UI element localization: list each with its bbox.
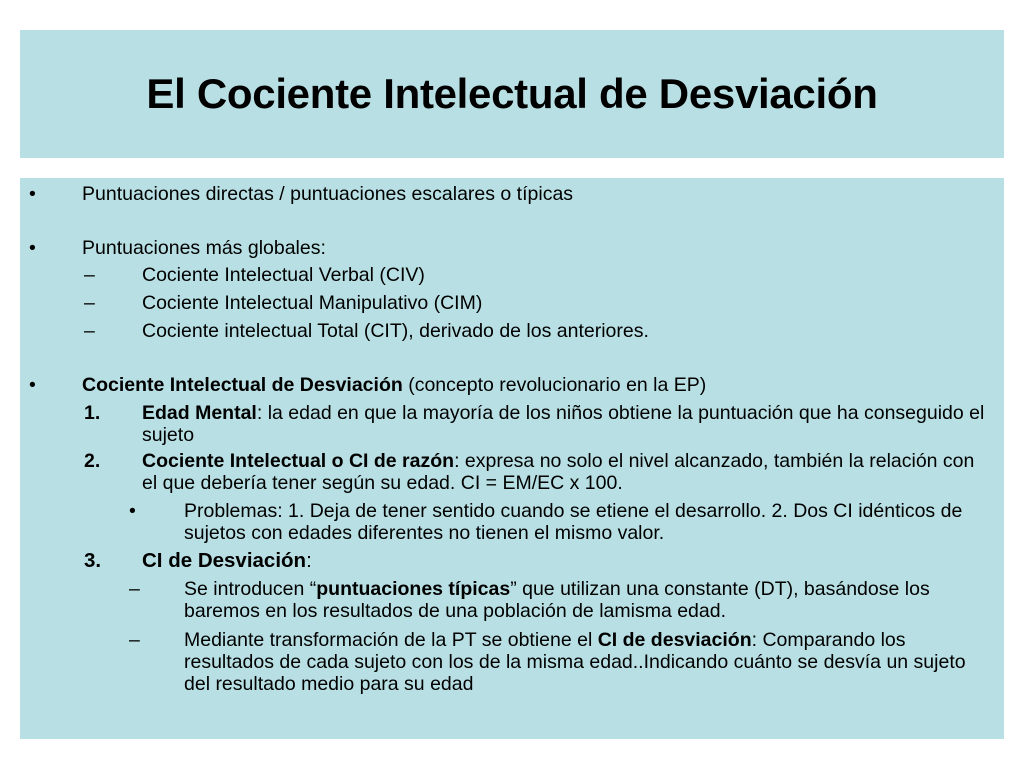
bullet-text-3 [82, 374, 982, 396]
number-marker: 1. [84, 402, 101, 424]
bullet-marker: • [29, 237, 36, 259]
bold-term: Edad Mental [142, 402, 257, 424]
dash-marker: – [84, 320, 95, 342]
bullet-marker: • [129, 500, 136, 522]
sub-item-cit: Cociente intelectual Total (CIT), derivado de los anteriores. [142, 320, 649, 342]
dash-marker: – [84, 264, 95, 286]
bullet-marker: • [29, 374, 36, 396]
slide-title: El Cociente Intelectual de Desviación [146, 70, 878, 117]
numbered-item-ci-razon: Cociente Intelectual o CI de razón: expresa no solo el nivel alcanzado, también la relación con el que debería tener según su edad. CI = EM/EC x 100. [142, 450, 975, 494]
bold-term: CI de desviación [597, 629, 752, 651]
bold-term: Cociente Intelectual de Desviación [82, 374, 403, 396]
numbered-item-ci-desviacion: CI de Desviación: [142, 549, 312, 572]
bold-term: Cociente Intelectual o CI de razón [142, 450, 455, 472]
sub-item-cim: Cociente Intelectual Manipulativo (CIM) [142, 292, 483, 314]
sub-item-puntuaciones-tipicas: Se introducen “puntuaciones típicas” que utilizan una constante (DT), basándose los baremos en los resultados de una población de lamisma edad. [184, 578, 930, 622]
bullet-marker: • [29, 183, 36, 205]
bullet-text-2: Puntuaciones más globales: [82, 237, 326, 259]
content-box [20, 178, 1004, 739]
number-marker: 3. [84, 549, 102, 572]
dash-marker: – [129, 629, 140, 651]
dash-marker: – [129, 578, 140, 600]
sub-item-civ: Cociente Intelectual Verbal (CIV) [142, 264, 425, 286]
title-box [20, 30, 1004, 158]
bold-term: puntuaciones típicas [316, 578, 511, 600]
bullet-text-1: Puntuaciones directas / puntuaciones escalares o típicas [82, 183, 574, 205]
dash-marker: – [84, 292, 95, 314]
bold-term: CI de Desviación [142, 549, 307, 572]
sub-item-problemas: Problemas: 1. Deja de tener sentido cuando se etiene el desarrollo. 2. Dos CI idénticos de sujetos con edades diferentes no tienen el mismo valor. [184, 500, 963, 544]
bullet-text-3-rest: (concepto revolucionario en la EP) [402, 374, 707, 396]
number-marker: 2. [84, 450, 101, 472]
numbered-item-edad-mental: Edad Mental: la edad en que la mayoría de los niños obtiene la puntuación que ha conseguido el sujeto [142, 402, 985, 446]
sub-item-transformacion-pt: Mediante transformación de la PT se obtiene el CI de desviación: Comparando los resultados de cada sujeto con los de la misma edad..Indicando cuánto se desvía un sujeto del resultado medio para su edad [184, 629, 966, 695]
